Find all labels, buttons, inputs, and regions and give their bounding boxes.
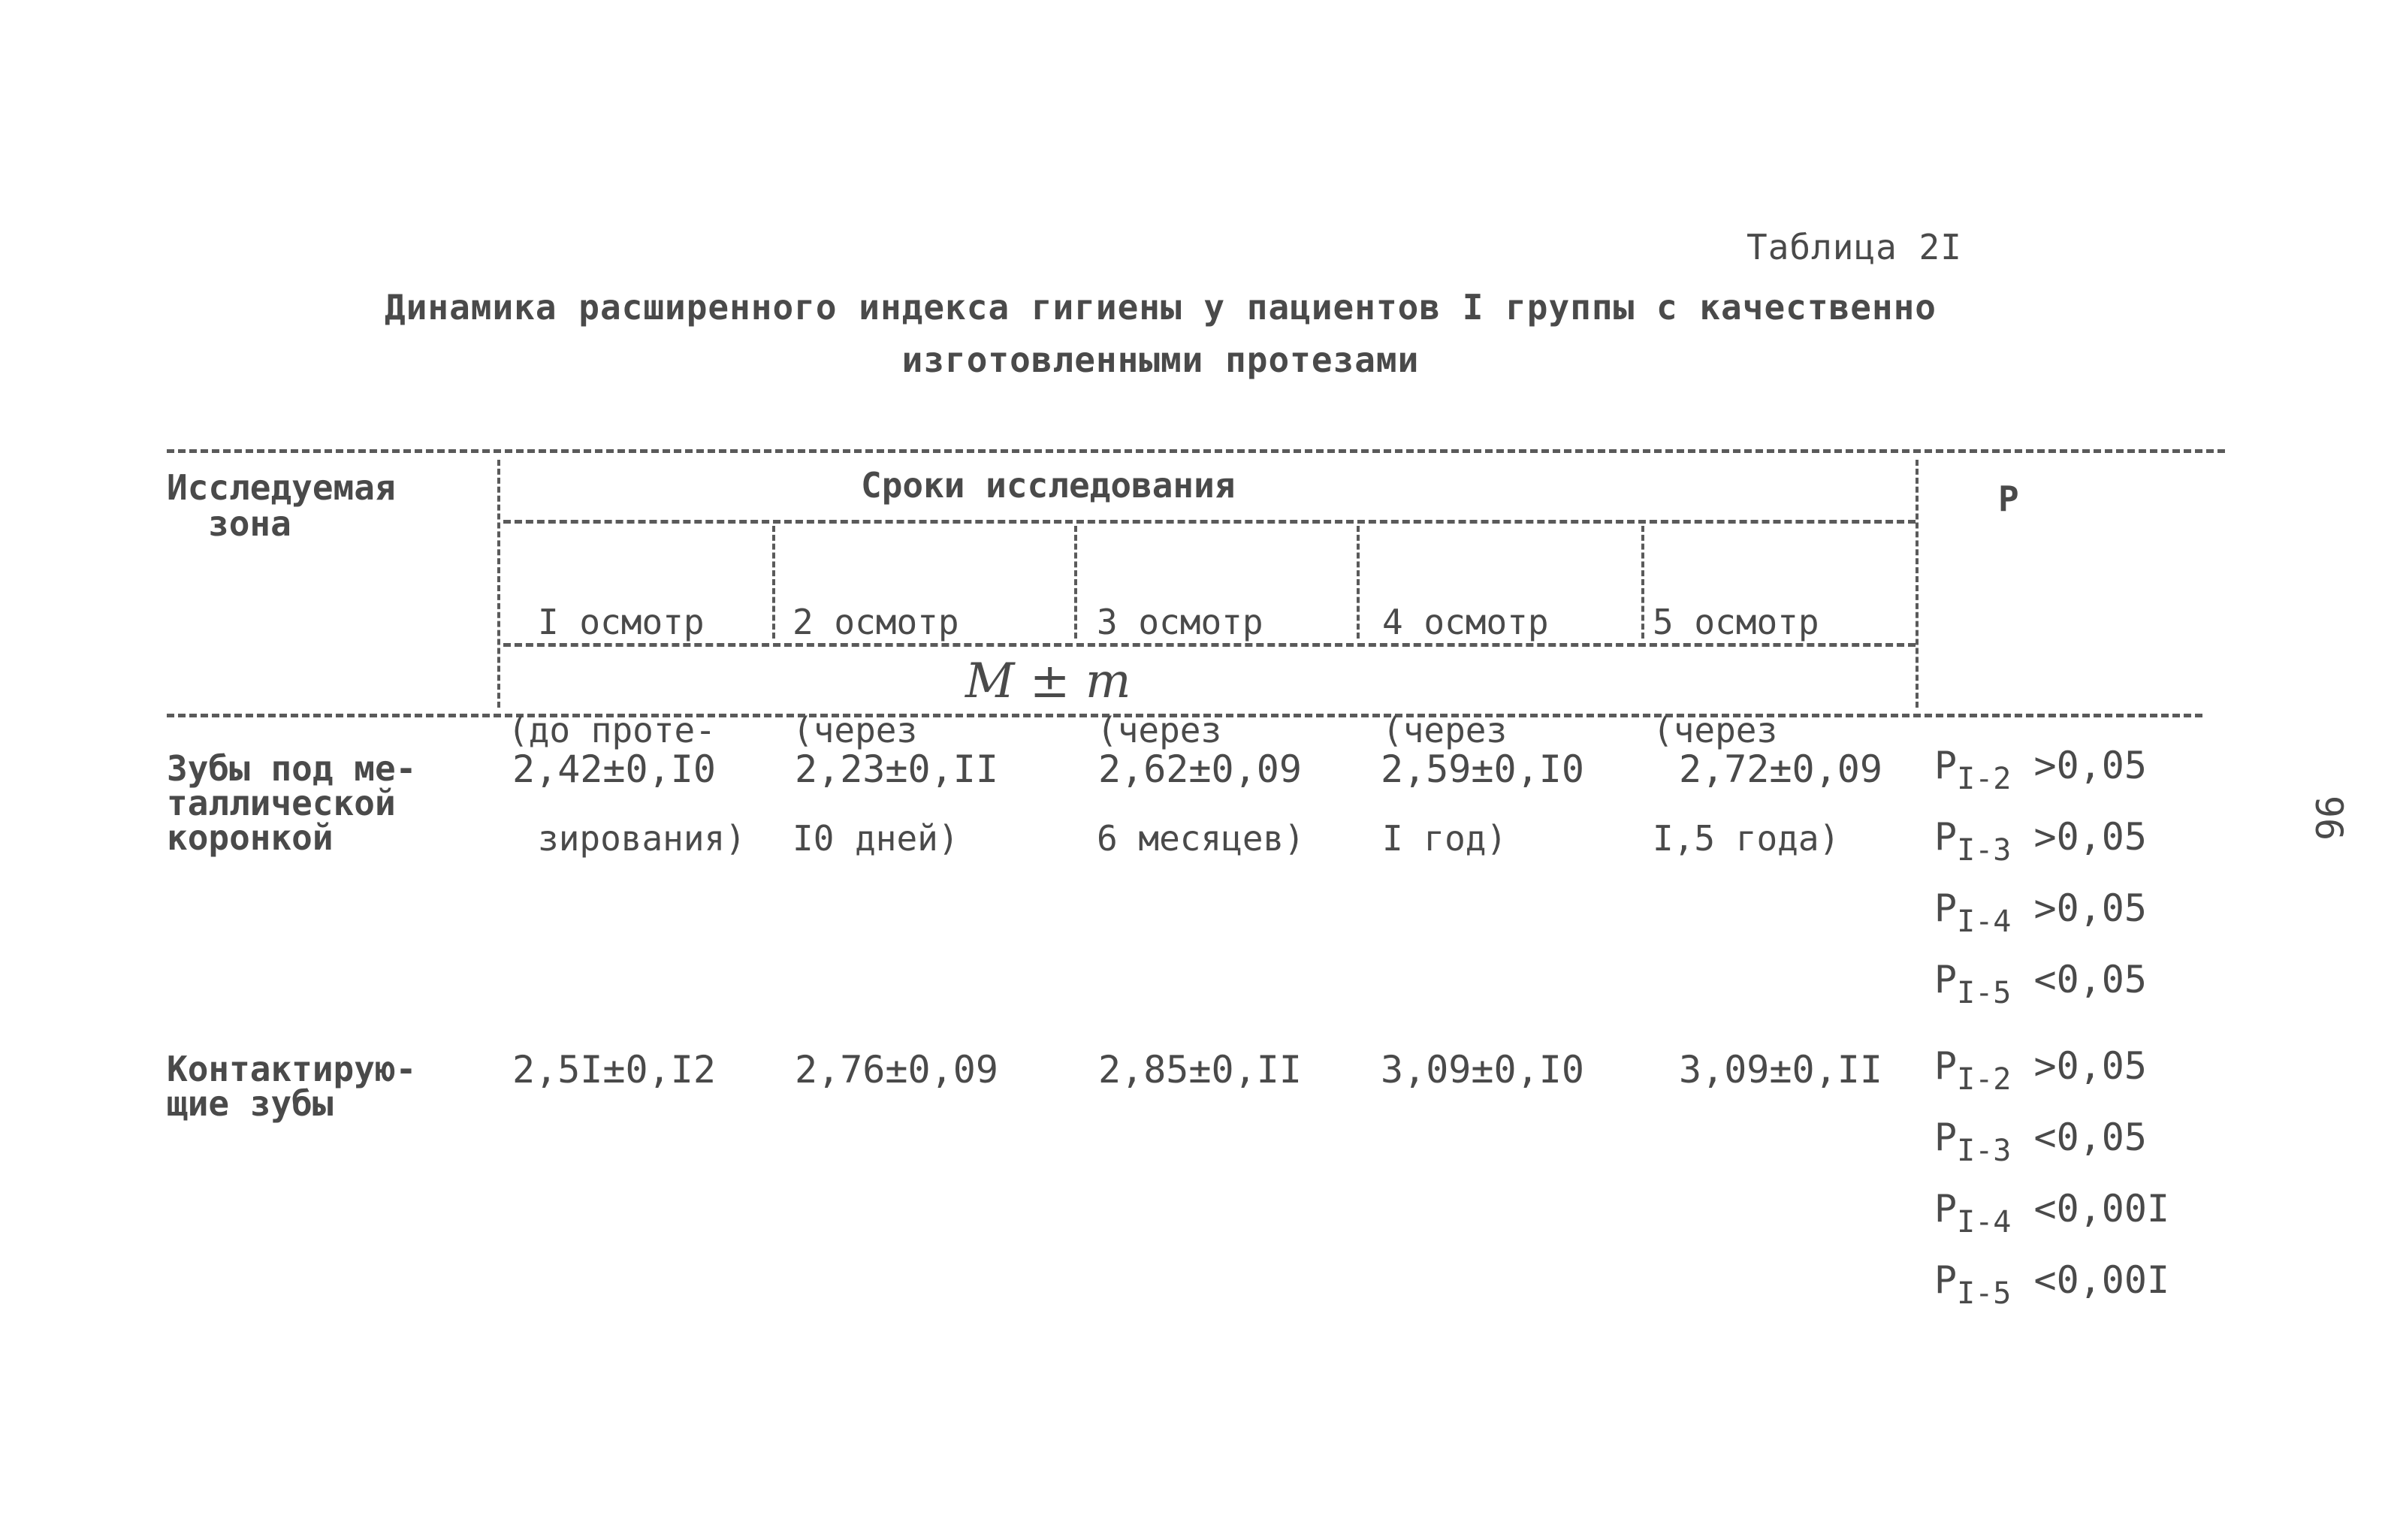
row-2-value-2: 2,76±0,09: [795, 1048, 998, 1092]
row-1-label: [167, 748, 417, 858]
header-col-5-line-3: I,5 года): [1653, 818, 1840, 859]
col-divider-1: [772, 526, 775, 639]
header-col-5-line-2: (через: [1653, 710, 1778, 750]
p-name: P: [1934, 1116, 1958, 1159]
p-sub: I-2: [1957, 1062, 2012, 1097]
p-val: 0,00I: [2056, 1258, 2170, 1302]
header-stat-mean-error: M ± m: [965, 654, 1131, 709]
header-col-1: [508, 532, 746, 892]
header-col-1-line-1: I осмотр: [538, 602, 705, 642]
periods-under-rule: [503, 520, 1916, 524]
p-val: 0,05: [2056, 1044, 2147, 1088]
p-val: 0,05: [2056, 886, 2147, 930]
header-col-2-line-3: I0 дней): [792, 818, 959, 859]
header-col-4-line-3: I год): [1382, 818, 1508, 859]
row-2-value-1: 2,5I±0,I2: [512, 1048, 716, 1092]
header-zone-line-1: Исследуемая: [167, 467, 396, 508]
table-title-line-1: Динамика расширенного индекса гигиены у пациентов I группы с качественно: [385, 287, 1937, 328]
p-rel: <: [2033, 1116, 2057, 1159]
row-1-value-5: 2,72±0,09: [1679, 747, 1882, 791]
p-val: 0,05: [2056, 815, 2147, 859]
header-col-3-line-1: 3 осмотр: [1097, 602, 1263, 642]
header-col-2: [792, 532, 959, 892]
row-2-p-3: [1934, 1187, 2170, 1240]
p-name: P: [1934, 815, 1958, 859]
row-1-p-1: [1934, 744, 2147, 796]
page-number: 96: [2307, 795, 2351, 841]
row-1-label-line-3: коронкой: [167, 817, 334, 858]
header-zone-line-2: зона: [208, 503, 291, 544]
p-rel: >: [2033, 886, 2057, 930]
p-name: P: [1934, 1187, 1958, 1230]
p-rel: <: [2033, 1258, 2057, 1302]
row-2-p-1: [1934, 1044, 2147, 1097]
p-rel: >: [2033, 1044, 2057, 1088]
p-sub: I-5: [1957, 1276, 2012, 1311]
row-1-value-3: 2,62±0,09: [1098, 747, 1302, 791]
row-1-p-2: [1934, 815, 2147, 868]
p-rel: <: [2033, 1187, 2057, 1230]
header-p: Р: [1998, 479, 2019, 519]
p-val: 0,00I: [2056, 1187, 2170, 1230]
header-col-3-line-2: (через: [1097, 710, 1222, 750]
row-2-label-line-2: щие зубы: [167, 1083, 334, 1124]
header-divider-left: [497, 460, 500, 708]
header-col-2-line-2: (через: [792, 710, 918, 750]
header-periods: Сроки исследования: [861, 465, 1236, 506]
p-name: P: [1934, 958, 1958, 1001]
row-2-p-4: [1934, 1258, 2170, 1311]
p-rel: >: [2033, 744, 2057, 787]
row-2-value-5: 3,09±0,II: [1679, 1048, 1882, 1092]
p-name: P: [1934, 744, 1958, 787]
header-col-2-line-1: 2 осмотр: [792, 602, 959, 642]
header-col-1-line-3: зирования): [538, 818, 746, 859]
p-sub: I-4: [1957, 1205, 2012, 1240]
p-rel: <: [2033, 958, 2057, 1001]
p-name: P: [1934, 1258, 1958, 1302]
header-col-4: [1382, 532, 1549, 892]
header-divider-right: [1916, 460, 1919, 708]
p-val: 0,05: [2056, 1116, 2147, 1159]
p-sub: I-3: [1957, 1134, 2012, 1168]
row-2-value-3: 2,85±0,II: [1098, 1048, 1302, 1092]
row-1-label-line-1: Зубы под ме-: [167, 748, 417, 789]
table-top-rule: [167, 449, 2225, 453]
row-1-p-4: [1934, 958, 2147, 1010]
row-2-p-2: [1934, 1116, 2147, 1168]
row-1-label-line-2: таллической: [167, 783, 396, 823]
row-2-value-4: 3,09±0,I0: [1381, 1048, 1584, 1092]
header-zone: [167, 467, 467, 544]
p-sub: I-2: [1957, 762, 2012, 796]
header-col-5: [1653, 532, 1840, 892]
col-divider-2: [1074, 526, 1077, 639]
header-col-3: [1097, 532, 1305, 892]
col-divider-4: [1641, 526, 1644, 639]
row-2-label-line-1: Контактирую-: [167, 1049, 417, 1089]
header-col-5-line-1: 5 осмотр: [1653, 602, 1819, 642]
p-rel: >: [2033, 815, 2057, 859]
col-divider-3: [1357, 526, 1360, 639]
p-val: 0,05: [2056, 958, 2147, 1001]
row-1-p-3: [1934, 886, 2147, 939]
p-val: 0,05: [2056, 744, 2147, 787]
row-2-label: [167, 1049, 417, 1124]
row-1-value-2: 2,23±0,II: [795, 747, 998, 791]
row-1-value-4: 2,59±0,I0: [1381, 747, 1584, 791]
header-col-1-line-2: (до проте-: [508, 710, 716, 750]
p-sub: I-5: [1957, 976, 2012, 1010]
p-sub: I-4: [1957, 904, 2012, 939]
table-title-line-2: изготовленными протезами: [901, 340, 1420, 380]
row-1-value-1: 2,42±0,I0: [512, 747, 716, 791]
p-name: P: [1934, 886, 1958, 930]
p-name: P: [1934, 1044, 1958, 1088]
header-col-4-line-1: 4 осмотр: [1382, 602, 1549, 642]
header-col-4-line-2: (через: [1382, 710, 1508, 750]
header-col-3-line-3: 6 месяцев): [1097, 818, 1305, 859]
table-caption-label: Таблица 2I: [1746, 227, 1962, 267]
p-sub: I-3: [1957, 833, 2012, 868]
